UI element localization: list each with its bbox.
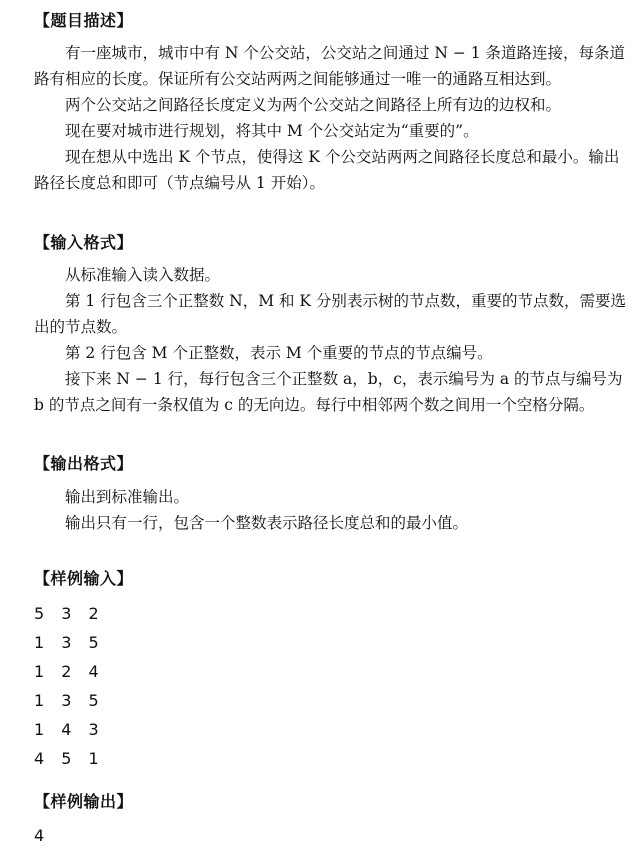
description-paragraph-2: 两个公交站之间路径长度定义为两个公交站之间路径上所有边的边权和。 <box>65 96 562 114</box>
description-paragraph-3: 现在要对城市进行规划，将其中 M 个公交站定为“重要的”。 <box>65 122 479 140</box>
sample-input-title: 【样例输入】 <box>34 569 134 588</box>
sample-input-line: 1 4 3 <box>34 720 105 739</box>
output-format-title: 【输出格式】 <box>34 454 134 473</box>
sample-output-line: 4 <box>34 826 51 845</box>
sample-input-line: 1 2 4 <box>34 662 105 681</box>
input-format-paragraph-4: 接下来 N − 1 行，每行包含三个正整数 a，b，c，表示编号为 a 的节点与编号为 b 的节点之间有一条权值为 c 的无向边。每行中相邻两个数之间用一个空格分隔。 <box>34 370 623 414</box>
sample-input-line: 5 3 2 <box>34 604 105 623</box>
description-title: 【题目描述】 <box>34 11 134 30</box>
output-format-paragraph-1: 输出到标准输出。 <box>65 488 190 506</box>
output-format-paragraph-2: 输出只有一行，包含一个整数表示路径长度总和的最小值。 <box>65 514 469 532</box>
sample-input-line: 1 3 5 <box>34 691 105 710</box>
sample-input-line: 4 5 1 <box>34 749 105 768</box>
input-format-paragraph-3: 第 2 行包含 M 个正整数，表示 M 个重要的节点的节点编号。 <box>65 344 493 362</box>
input-format-paragraph-1: 从标准输入读入数据。 <box>65 266 221 284</box>
sample-output-title: 【样例输出】 <box>34 792 134 811</box>
description-paragraph-1: 有一座城市，城市中有 N 个公交站，公交站之间通过 N − 1 条道路连接，每条道路有相应的长度。保证所有公交站两两之间能够通过一唯一的通路互相达到。 <box>34 44 626 88</box>
sample-input-line: 1 3 5 <box>34 633 105 652</box>
input-format-title: 【输入格式】 <box>34 233 134 252</box>
input-format-paragraph-2: 第 1 行包含三个正整数 N，M 和 K 分别表示树的节点数，重要的节点数，需要选出的节点数。 <box>34 292 626 336</box>
description-paragraph-4: 现在想从中选出 K 个节点，使得这 K 个公交站两两之间路径长度总和最小。输出路径长度总和即可（节点编号从 1 开始）。 <box>34 148 620 192</box>
